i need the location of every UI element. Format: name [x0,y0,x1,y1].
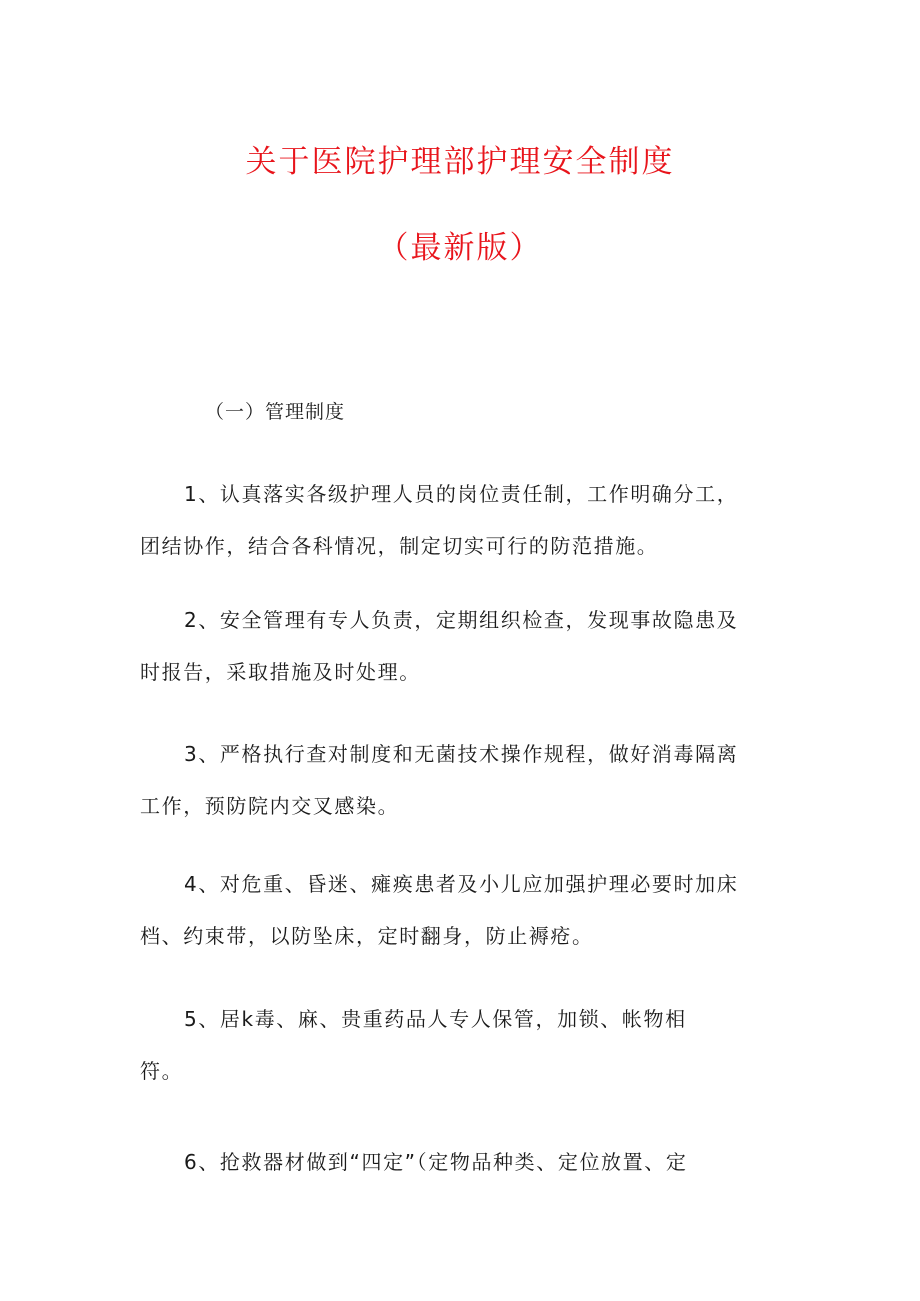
paragraph-line: 时报告，采取措施及时处理。 [140,660,421,684]
paragraph-line: 符。 [140,1059,184,1083]
paragraph-line: 4、对危重、昏迷、瘫痪患者及小儿应加强护理必要时加床 [184,872,739,896]
paragraph-4 [140,858,790,962]
document-title: 关于医院护理部护理安全制度 [245,144,675,180]
paragraph-6 [140,1136,790,1188]
paragraph-line: 工作，预防院内交叉感染。 [140,794,400,818]
paragraph-1 [140,468,790,572]
section-heading: （一）管理制度 [205,401,346,423]
paragraph-line: 团结协作，结合各科情况，制定切实可行的防范措施。 [140,534,659,558]
paragraph-5 [140,993,790,1097]
paragraph-line: 档、约束带，以防坠床，定时翻身，防止褥疮。 [140,924,594,948]
paragraph-3 [140,728,790,832]
paragraph-line: 1、认真落实各级护理人员的岗位责任制，工作明确分工， [184,482,739,506]
paragraph-line: 2、安全管理有专人负责，定期组织检查，发现事故隐患及 [184,608,739,632]
paragraph-line: 5、居k毒、麻、贵重药品人专人保管，加锁、帐物相 [184,1007,687,1031]
paragraph-line: 6、抢救器材做到“四定”（定物品种类、定位放置、定 [184,1150,688,1174]
paragraph-line: 3、严格执行查对制度和无菌技术操作规程，做好消毒隔离 [184,742,739,766]
paragraph-2 [140,594,790,698]
document-subtitle: （最新版） [377,230,543,266]
